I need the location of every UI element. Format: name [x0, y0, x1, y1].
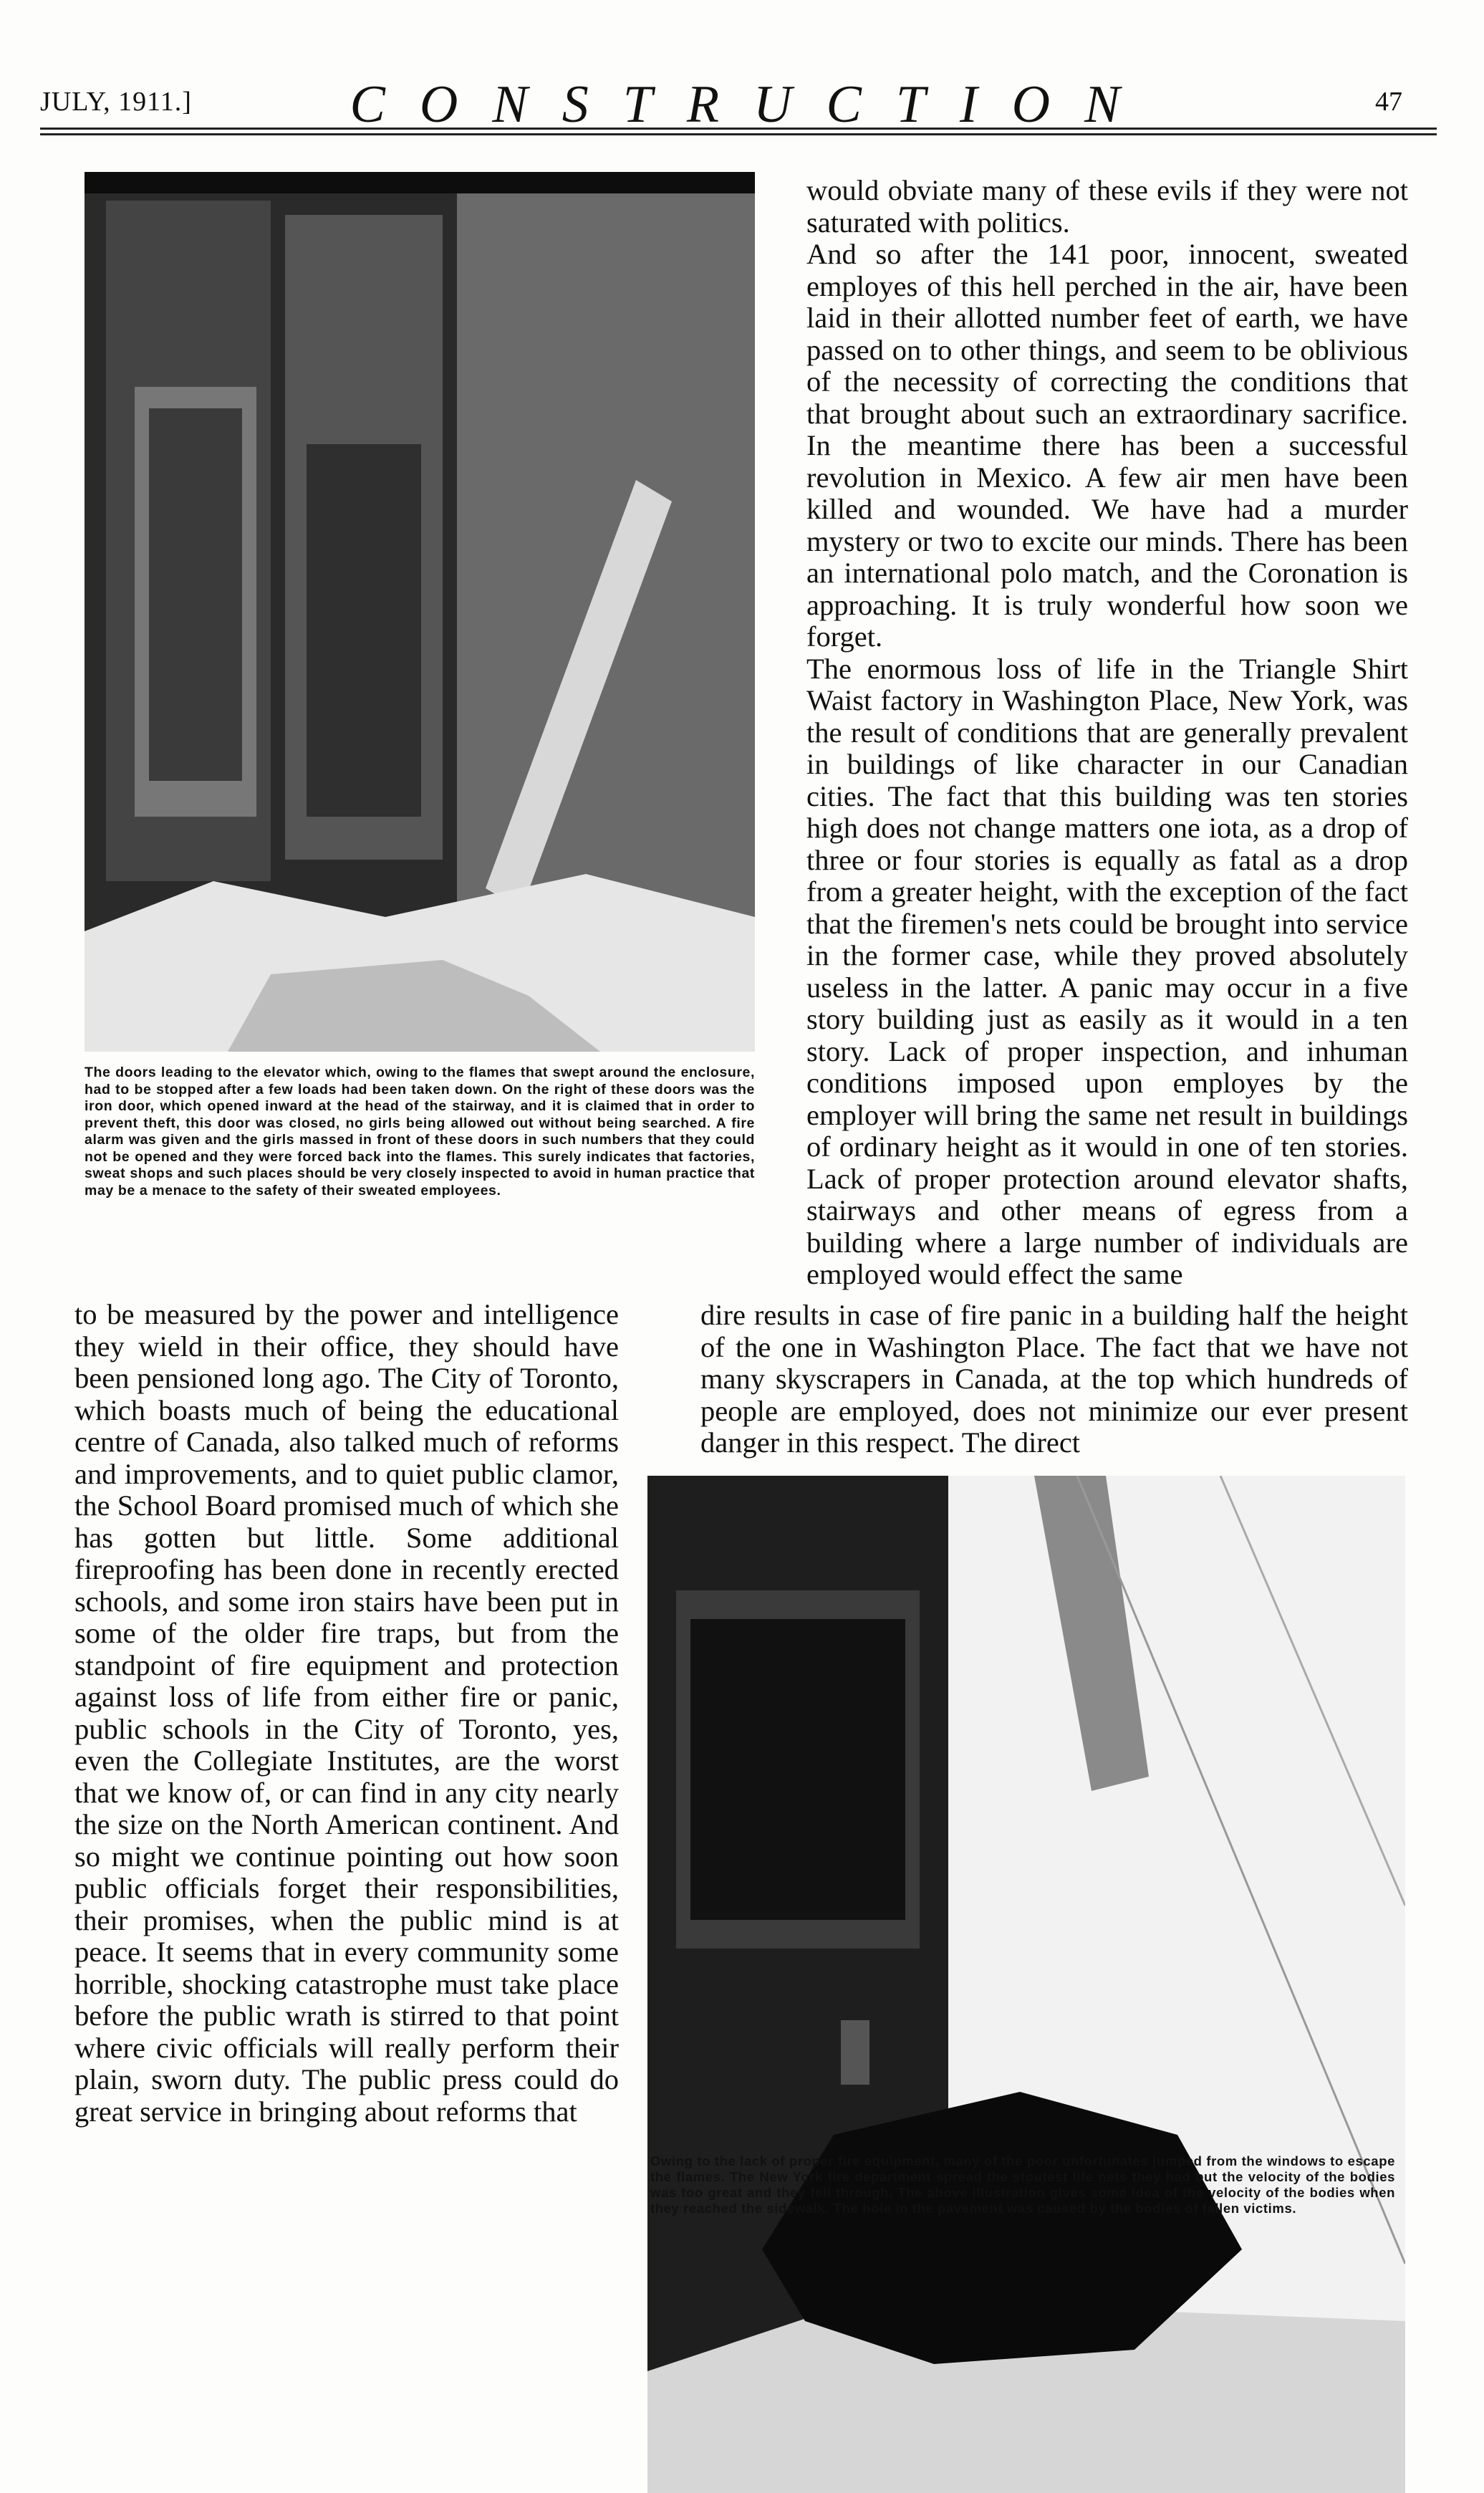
header-rule-bottom [40, 133, 1437, 135]
figure-1-caption: The doors leading to the elevator which, owing to the flames that swept around the enclosure, had to be stopped after a few loads had been taken down. On the right of these doors was the iron door, which opened inward at the head of the stairway, and it is claimed that in order to prevent theft, this door was closed, no girls being allowed out without being searched. A fire alarm was given and the girls massed in front of these doors in such numbers that they could not be opened and they were forced back into the flames. This surely indicates that factories, sweat shops and such places should be very closely inspected to avoid in human practice that may be a menace to the safety of their sweated employees. [85, 1065, 755, 1199]
left-column-text [74, 1299, 619, 2128]
elevator-doors-photo [85, 172, 755, 1052]
right-column-text [806, 175, 1408, 1291]
issue-date: JULY, 1911.] [40, 87, 192, 117]
wide-text-block [700, 1300, 1408, 1459]
right-paragraph-3: The enormous loss of life in the Triangle Shirt Waist factory in Washington Place, New York, was the result of conditions that are generally prevalent in buildings of like character in our Canadian cities. The fact that this building was ten stories high does not change matters one iota, as a drop of three or four stories is equally as fatal as a drop from a greater height, with the exception of the fact that the firemen's nets could be brought into service in the former case, while they proved absolutely useless in the latter. A panic may occur in a five story building just as easily as it would in a ten story. Lack of proper inspection, and inhuman conditions imposed upon employes by the employer will bring the same net result in buildings of ordinary height as it would in one of ten stories. Lack of proper protection around elevator shafts, stairways and other means of egress from a building where a large number of individuals are employed would effect the same [806, 652, 1408, 1290]
left-column-paragraph: to be measured by the power and intelligence they wield in their office, they should have been pensioned long ago. The City of Toronto, which boasts much of being the educational centre of Canada, also talked much of reforms and improvements, and to quiet public clamor, the School Board promised much of which she has gotten but little. Some additional fireproofing has been done in recently erected schools, and some iron stairs have been put in some of the older fire traps, but from the standpoint of fire equipment and protection against loss of life from either fire or panic, public schools in the City of Toronto, yes, even the Collegiate Institutes, are the worst that we know of, or can find in any city nearly the size on the North American continent. And so might we continue pointing out how soon public officials forget their responsibilities, their promises, when the public mind is at peace. It seems that in every community some horrible, shocking catastrophe must take place before the public wrath is stirred to that point where civic officials will really perform their plain, sworn duty. The public press could do great service in bringing about reforms that [74, 1298, 619, 2128]
elevator-doors-illustration [85, 172, 755, 1052]
right-paragraph-1: would obviate many of these evils if they were not saturated with politics. [806, 174, 1408, 239]
page-number: 47 [1375, 87, 1402, 117]
pavement-hole-illustration [647, 1476, 1405, 2493]
wide-paragraph: dire results in case of fire panic in a building half the height of the one in Washington Place. The fact that we have not many skyscrapers in Canada, at the top which hundreds of people are employed, does not minimize our ever present danger in this respect. The direct [700, 1299, 1408, 1459]
header-rule-top [40, 128, 1437, 130]
pavement-hole-photo [647, 1476, 1405, 2493]
journal-title: CONSTRUCTION [350, 75, 1155, 134]
figure-2-caption: Owing to the lack of proper fire equipment, many of the poor unfortunates jumped from the windows to escape the flames. The New York fire department spread the stoutest life nets they had but the velocity of the bodies was too great and they fell through. The above illustration gives some idea of the velocity of the bodies when they reached the sidewalk. The hole in the pavement was caused by the bodies of fallen victims. [650, 2153, 1395, 2216]
right-paragraph-2: And so after the 141 poor, innocent, sweated employes of this hell perched in the air, have been laid in their allotted number feet of earth, we have passed on to other things, and seem to be oblivious of the necessity of correcting the conditions that that brought about such an extraordinary sacrifice. In the meantime there has been a successful revolution in Mexico. A few air men have been killed and wounded. We have had a murder mystery or two to excite our minds. There has been an international polo match, and the Coronation is approaching. It is truly wonderful how soon we forget. [806, 238, 1408, 653]
